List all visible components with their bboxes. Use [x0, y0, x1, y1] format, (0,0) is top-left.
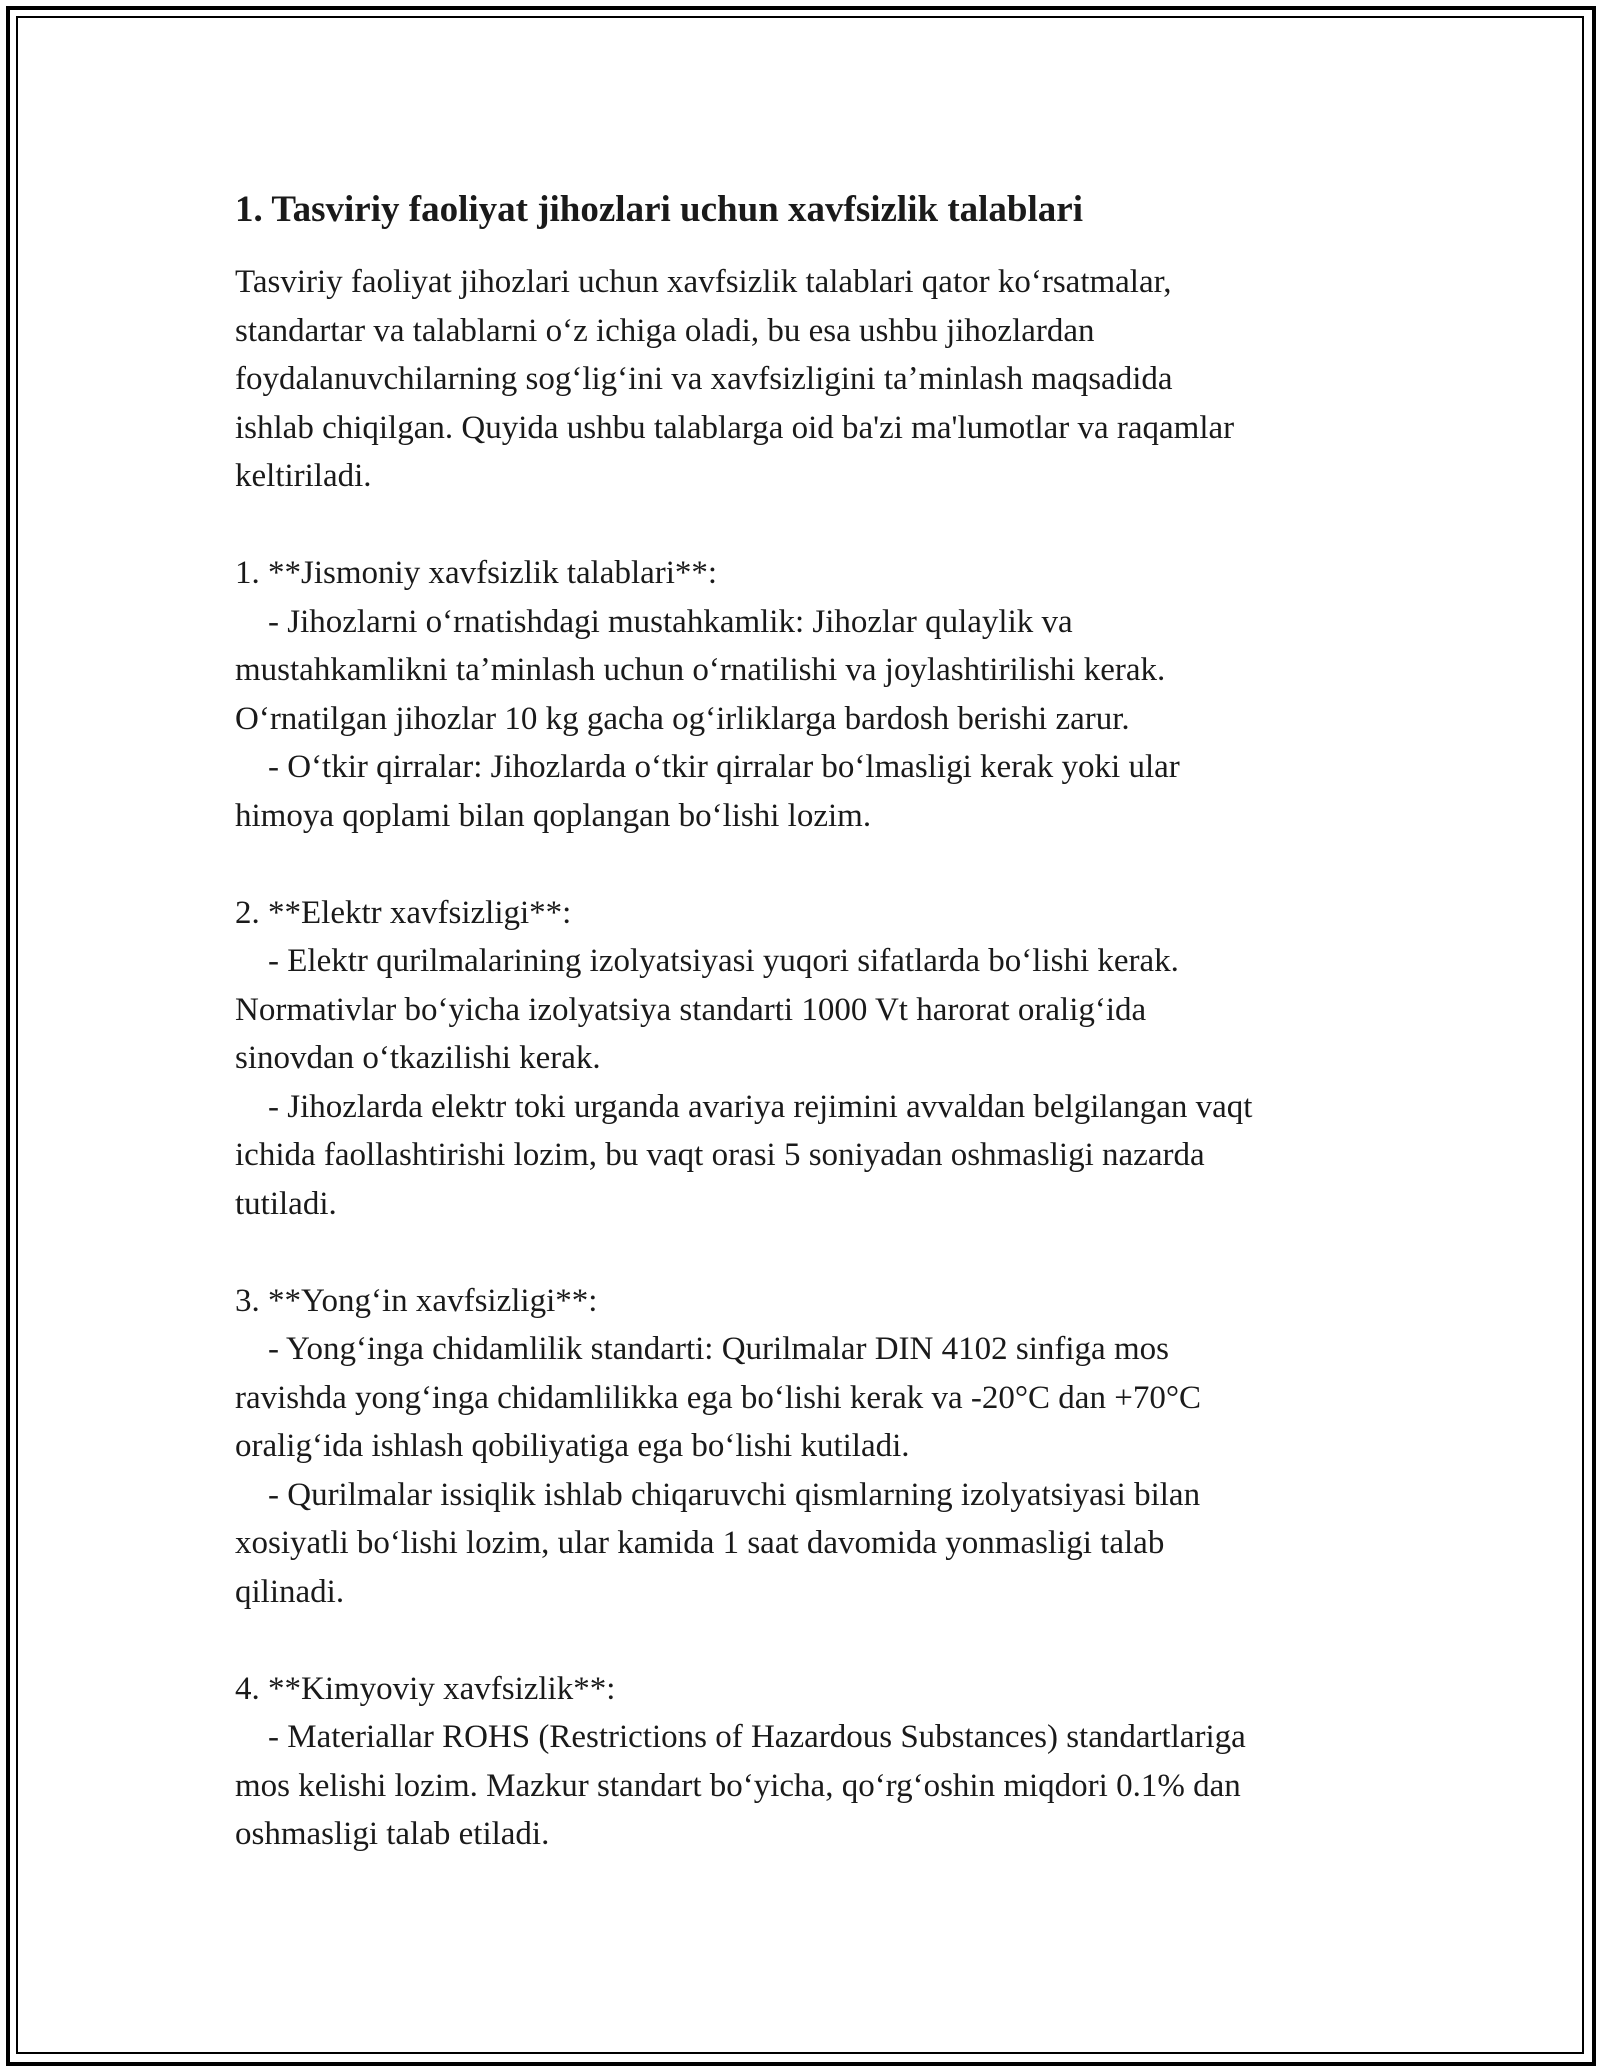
intro-paragraph: Tasviriy faoliyat jihozlari uchun xavfsizlik talablari qator koʻrsatmalar, standartar va talablarni oʻz ichiga oladi, bu esa ushbu jihozlardan foydalanuvchilarning sogʻligʻini va xavfsizligini taʼminlash maqsadida ishlab chiqilgan. Quyida ushbu talablarga oid ba'zi ma'lumotlar va raqamlar keltiriladi. [235, 264, 1235, 494]
section-heading: 3. **Yongʻin xavfsizligi**: [235, 1282, 598, 1319]
section-item: - Qurilmalar issiqlik ishlab chiqaruvchi qismlarning izolyatsiyasi bilan xosiyatli boʻlishi lozim, ular kamida 1 saat davomida yonmasligi talab qilinadi. [235, 1476, 1201, 1610]
section-chemical-safety [235, 1665, 1385, 1859]
section-item: - Yongʻinga chidamlilik standarti: Qurilmalar DIN 4102 sinfiga mos ravishda yongʻinga chidamlilikka ega boʻlishi kerak va -20°C dan +70°C oraligʻida ishlash qobiliyatiga ega boʻlishi kutiladi. [235, 1331, 1202, 1464]
document-body [235, 186, 1385, 1859]
paragraph-gap [235, 1228, 1385, 1277]
section-physical-safety [235, 549, 1385, 840]
section-heading: 2. **Elektr xavfsizligi**: [235, 894, 572, 931]
section-electrical-safety [235, 889, 1385, 1229]
section-item: - Materiallar ROHS (Restrictions of Hazardous Substances) standartlariga mos kelishi lozim. Mazkur standart boʻyicha, qoʻrgʻoshin miqdori 0.1% dan oshmasligi talab etiladi. [235, 1719, 1246, 1852]
paragraph-gap [235, 1616, 1385, 1665]
section-heading: 1. **Jismoniy xavfsizlik talablari**: [235, 555, 718, 591]
section-item: - Elektr qurilmalarining izolyatsiyasi yuqori sifatlarda boʻlishi kerak. Normativlar boʻyicha izolyatsiya standarti 1000 Vt harorat oraligʻida sinovdan oʻtkazilishi kerak. [235, 943, 1179, 1076]
paragraph-gap [235, 501, 1385, 550]
section-item: - Jihozlarni oʻrnatishdagi mustahkamlik: Jihozlar qulaylik va mustahkamlikni taʼminlash uchun oʻrnatilishi va joylashtirilishi kerak. Oʻrnatilgan jihozlar 10 kg gacha ogʻirliklarga bardosh berishi zarur. [235, 603, 1166, 737]
document-title: 1. Tasviriy faoliyat jihozlari uchun xavfsizlik talablari [235, 189, 1083, 230]
section-heading: 4. **Kimyoviy xavfsizlik**: [235, 1670, 616, 1707]
paragraph-gap [235, 840, 1385, 889]
section-fire-safety [235, 1277, 1385, 1617]
section-item: - Jihozlarda elektr toki urganda avariya rejimini avvaldan belgilangan vaqt ichida faollashtirishi lozim, bu vaqt orasi 5 soniyadan oshmasligi nazarda tutiladi. [235, 1088, 1253, 1222]
section-item: - Oʻtkir qirralar: Jihozlarda oʻtkir qirralar boʻlmasligi kerak yoki ular himoya qoplami bilan qoplangan boʻlishi lozim. [235, 749, 1180, 834]
